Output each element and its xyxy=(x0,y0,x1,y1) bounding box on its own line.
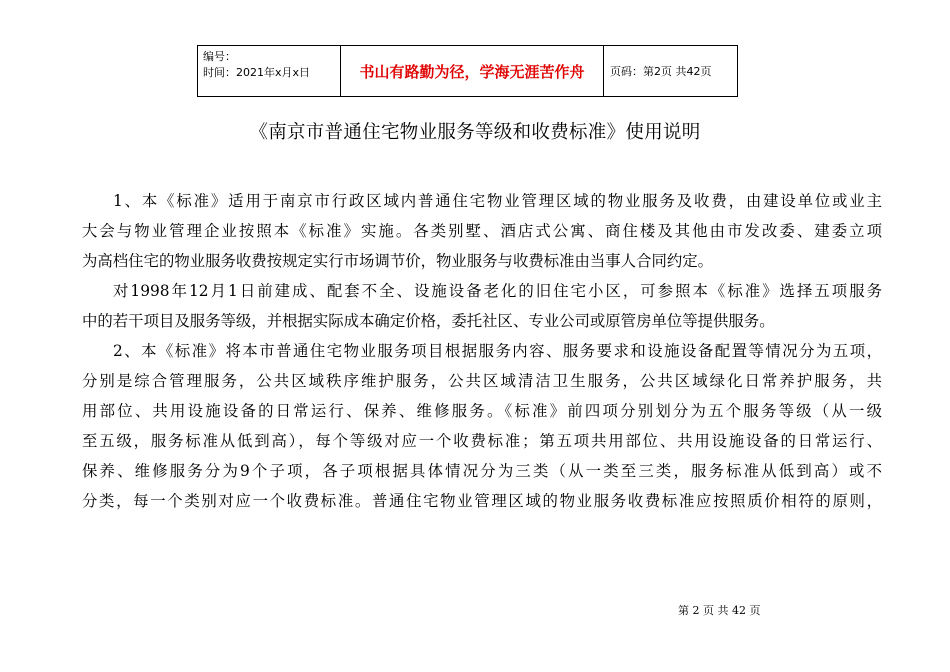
page-header-table xyxy=(197,45,738,97)
header-page-cell xyxy=(604,46,737,96)
body-line: 保养、维修服务分为9个子项，各子项根据具体情况分为三类（从一类至三类，服务标准从低到高）或不 xyxy=(82,462,882,480)
header-motto-cell xyxy=(341,46,604,96)
document-body xyxy=(82,186,882,516)
body-line: 2、本《标准》将本市普通住宅物业服务项目根据服务内容、服务要求和设施设备配置等情况分为五项， xyxy=(113,342,882,360)
document-title: 《南京市普通住宅物业服务等级和收费标准》使用说明 xyxy=(249,122,701,143)
header-info-cell xyxy=(198,46,341,96)
header-page-info: 页码：第2页 共42页 xyxy=(610,65,712,78)
body-line: 分别是综合管理服务，公共区域秩序维护服务，公共区域清洁卫生服务，公共区域绿化日常养护服务，共 xyxy=(82,372,882,390)
doc-time-label: 时间：2021年x月x日 xyxy=(203,66,311,79)
body-line: 用部位、共用设施设备的日常运行、保养、维修服务。《标准》前四项分别划分为五个服务等级（从一级 xyxy=(82,402,882,420)
header-motto: 书山有路勤为径，学海无涯苦作舟 xyxy=(359,62,585,81)
body-line: 分类，每一个类别对应一个收费标准。普通住宅物业管理区域的物业服务收费标准应按照质价相符的原则， xyxy=(82,492,882,510)
body-line: 1、本《标准》适用于南京市行政区域内普通住宅物业管理区域的物业服务及收费，由建设单位或业主 xyxy=(113,192,882,210)
doc-number-label: 编号： xyxy=(203,50,236,63)
body-line: 为高档住宅的物业服务收费按规定实行市场调节价，物业服务与收费标准由当事人合同约定。 xyxy=(82,252,714,270)
body-line: 至五级，服务标准从低到高），每个等级对应一个收费标准；第五项共用部位、共用设施设备的日常运行、 xyxy=(82,432,882,450)
body-line: 对1998年12月1日前建成、配套不全、设施设备老化的旧住宅小区，可参照本《标准》选择五项服务 xyxy=(113,282,882,300)
body-line: 大会与物业管理企业按照本《标准》实施。各类别墅、酒店式公寓、商住楼及其他由市发改委、建委立项 xyxy=(82,222,882,240)
page-footer: 第 2 页 共 42 页 xyxy=(678,604,761,617)
body-line: 中的若干项目及服务等级，并根据实际成本确定价格，委托社区、专业公司或原管房单位等提供服务。 xyxy=(82,312,775,330)
